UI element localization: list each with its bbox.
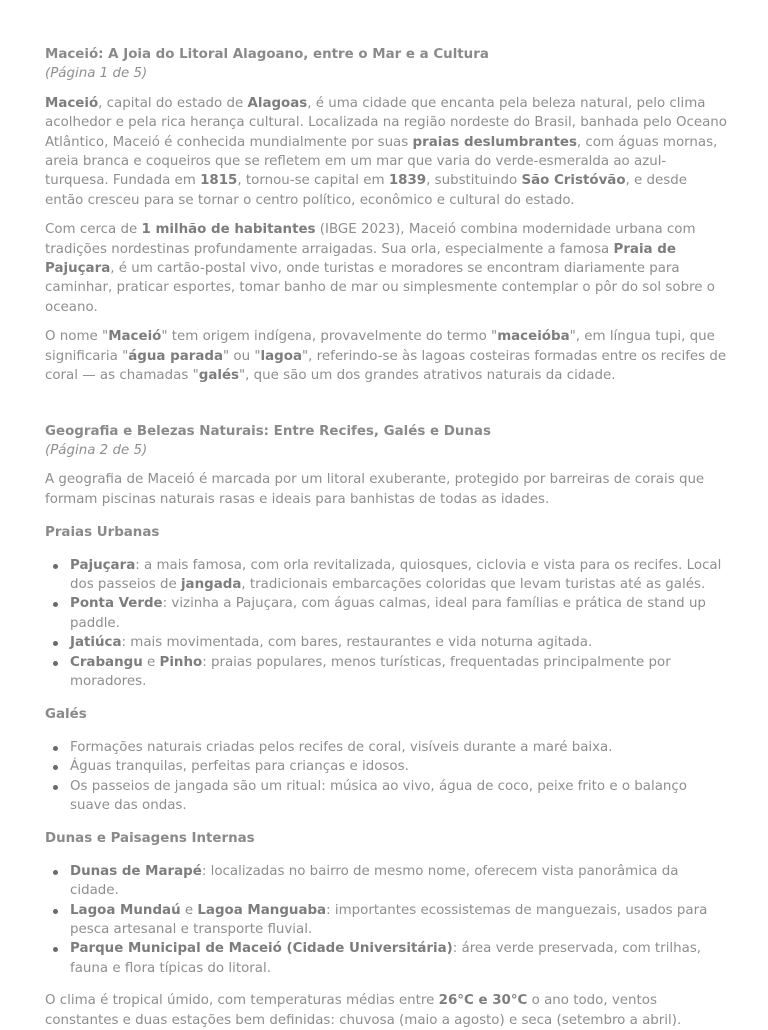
- section-intro: [45, 45, 728, 386]
- section-title: Maceió: A Joia do Litoral Alagoano, entre o Mar e a Cultura: [45, 45, 728, 64]
- list-item: Águas tranquilas, perfeitas para crianças e idosos.: [70, 757, 728, 776]
- text: e: [181, 903, 198, 918]
- text: , é um cartão-postal vivo, onde turistas e moradores se encontram diariamente para caminhar, praticar esportes, tomar banho de mar ou simplesmente contemplar o pôr do sol sobre o oceano.: [45, 261, 715, 315]
- page-indicator: (Página 2 de 5): [45, 441, 728, 460]
- bullet-list: [45, 862, 728, 978]
- text: : praias populares, menos turísticas, frequentadas principalmente por moradores.: [70, 655, 671, 689]
- text: " tem origem indígena, provavelmente do termo ": [161, 329, 497, 344]
- bullet-list: [45, 738, 728, 816]
- list-item: [70, 939, 728, 978]
- text: Com cerca de: [45, 222, 141, 237]
- text: : a mais famosa, com orla revitalizada, quiosques, ciclovia e vista para os recifes. Local dos passeios de: [70, 558, 721, 592]
- text: , e desde então cresceu para se tornar o centro político, econômico e cultural do estado.: [45, 173, 687, 207]
- text: , capital do estado de: [98, 96, 247, 111]
- bold-text: Dunas de Marapé: [70, 864, 202, 879]
- list-item: Formações naturais criadas pelos recifes de coral, visíveis durante a maré baixa.: [70, 738, 728, 757]
- bold-text: maceióba: [497, 329, 569, 344]
- text: ", referindo-se às lagoas costeiras formadas entre os recifes de coral — as chamadas ": [45, 349, 726, 383]
- bold-text: praias deslumbrantes: [413, 135, 577, 150]
- bold-text: Praia de Pajuçara: [45, 242, 676, 276]
- bold-text: lagoa: [261, 349, 302, 364]
- bullet-list: [45, 556, 728, 692]
- bold-text: galés: [199, 368, 239, 383]
- text: (IBGE 2023), Maceió combina modernidade urbana com tradições nordestinas profundamente arraigadas. Sua orla, especialmente a famosa: [45, 222, 696, 256]
- bold-text: São Cristóvão: [521, 173, 625, 188]
- list-item: [70, 594, 728, 633]
- bold-text: água parada: [128, 349, 223, 364]
- list-item: Os passeios de jangada são um ritual: música ao vivo, água de coco, peixe frito e o balanço suave das ondas.: [70, 777, 728, 816]
- page-indicator: (Página 1 de 5): [45, 64, 728, 83]
- list-item: [70, 862, 728, 901]
- text: e: [143, 655, 160, 670]
- list-item: [70, 633, 728, 652]
- bold-text: Pajuçara: [70, 558, 135, 573]
- text: , substituindo: [426, 173, 521, 188]
- text: : localizadas no bairro de mesmo nome, oferecem vista panorâmica da cidade.: [70, 864, 678, 898]
- subheading: Praias Urbanas: [45, 523, 728, 542]
- text: ", em língua tupi, que significaria ": [45, 329, 715, 363]
- bold-text: Lagoa Manguaba: [197, 903, 326, 918]
- bold-text: 1 milhão de habitantes: [141, 222, 315, 237]
- bold-text: Pinho: [160, 655, 203, 670]
- text: , com águas mornas, areia branca e coqueiros que se refletem em um mar que varia do verde-esmeralda ao azul-turquesa. Fundada em: [45, 135, 717, 189]
- bold-text: Jatiúca: [70, 635, 122, 650]
- text: : área verde preservada, com trilhas, fauna e flora típicas do litoral.: [70, 941, 701, 975]
- section-geografia: [45, 422, 728, 1030]
- bold-text: Maceió: [108, 329, 161, 344]
- paragraph: [45, 94, 728, 210]
- text: : vizinha a Pajuçara, com águas calmas, ideal para famílias e prática de stand up paddle.: [70, 596, 706, 630]
- text: : importantes ecossistemas de manguezais, usados para pesca artesanal e transporte fluvial.: [70, 903, 707, 937]
- paragraph: [45, 991, 728, 1030]
- text: o ano todo, ventos constantes e duas estações bem definidas: chuvosa (maio a agosto) e seca (setembro a abril).: [45, 993, 681, 1027]
- bold-text: 1839: [389, 173, 426, 188]
- text: , é uma cidade que encanta pela beleza natural, pelo clima acolhedor e pela rica herança cultural. Localizada na região nordeste do Brasil, banhada pelo Oceano Atlântico, Maceió é conhecida mundialmente por suas: [45, 96, 727, 150]
- bold-text: Lagoa Mundaú: [70, 903, 181, 918]
- text: ", que são um dos grandes atrativos naturais da cidade.: [239, 368, 616, 383]
- bold-text: Parque Municipal de Maceió (Cidade Universitária): [70, 941, 453, 956]
- list-item: [70, 653, 728, 692]
- bold-text: Ponta Verde: [70, 596, 163, 611]
- bold-text: jangada: [181, 577, 241, 592]
- subheading: Galés: [45, 705, 728, 724]
- bold-text: Maceió: [45, 96, 98, 111]
- subheading: Dunas e Paisagens Internas: [45, 829, 728, 848]
- bold-text: 26°C e 30°C: [439, 993, 528, 1008]
- text: , tradicionais embarcações coloridas que levam turistas até as galés.: [241, 577, 705, 592]
- paragraph: [45, 220, 728, 317]
- text: " ou ": [223, 349, 261, 364]
- paragraph: A geografia de Maceió é marcada por um litoral exuberante, protegido por barreiras de corais que formam piscinas naturais rasas e ideais para banhistas de todas as idades.: [45, 470, 728, 509]
- list-item: [70, 901, 728, 940]
- text: O clima é tropical úmido, com temperaturas médias entre: [45, 993, 439, 1008]
- section-title: Geografia e Belezas Naturais: Entre Recifes, Galés e Dunas: [45, 422, 728, 441]
- text: : mais movimentada, com bares, restaurantes e vida noturna agitada.: [122, 635, 593, 650]
- list-item: [70, 556, 728, 595]
- bold-text: Crabangu: [70, 655, 143, 670]
- bold-text: Alagoas: [247, 96, 307, 111]
- paragraph: [45, 327, 728, 385]
- bold-text: 1815: [200, 173, 237, 188]
- text: , tornou-se capital em: [237, 173, 388, 188]
- text: O nome ": [45, 329, 108, 344]
